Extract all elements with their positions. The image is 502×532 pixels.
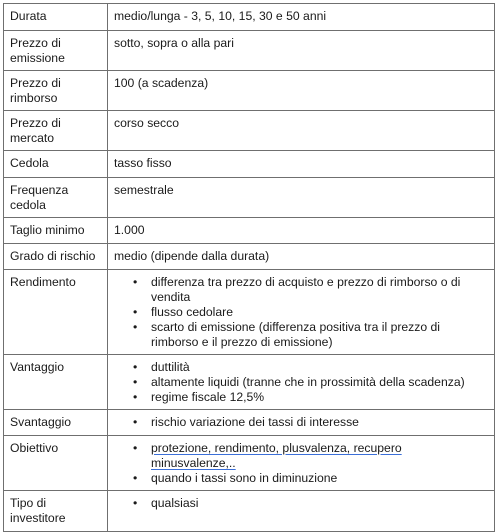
bullet-icon: • [133,375,138,389]
row-label-grado-rischio: Grado di rischio [4,244,108,270]
bullet-list [114,415,488,430]
row-label-durata: Durata [4,4,108,31]
row-value-prezzo-emissione: sotto, sopra o alla pari [108,31,495,71]
list-item: • quando i tassi sono in diminuzione [133,471,338,485]
bullet-icon: • [133,305,138,319]
table-row [4,111,495,151]
row-value-taglio-minimo: 1.000 [108,218,495,244]
table-row [4,244,495,270]
row-value-svantaggio [108,410,495,436]
bullet-list [114,441,488,486]
list-item: • flusso cedolare [133,305,233,319]
table-row [4,218,495,244]
list-item: • scarto di emissione (differenza positiva tra il prezzo di rimborso e il prezzo di emissione) [133,320,441,349]
list-item: • regime fiscale 12,5% [133,390,265,404]
row-value-cedola: tasso fisso [108,151,495,178]
row-label-taglio-minimo: Taglio minimo [4,218,108,244]
bullet-icon: • [133,441,138,455]
table-row [4,491,495,532]
table-row [4,178,495,218]
row-label-vantaggio: Vantaggio [4,355,108,410]
row-label-rendimento: Rendimento [4,270,108,355]
bond-characteristics-table [3,3,495,532]
list-item: • protezione, rendimento, plusvalenza, recupero minusvalenze,.. [133,441,402,470]
row-value-tipo-investitore [108,491,495,532]
list-item: • qualsiasi [133,496,199,510]
table-row [4,270,495,355]
row-label-frequenza-cedola: Frequenza cedola [4,178,108,218]
row-value-rendimento [108,270,495,355]
table-row [4,151,495,178]
bullet-list [114,360,488,405]
row-label-prezzo-rimborso: Prezzo di rimborso [4,71,108,111]
table-row [4,355,495,410]
row-label-obiettivo: Obiettivo [4,436,108,491]
list-item: • altamente liquidi (tranne che in prossimità della scadenza) [133,375,465,389]
bullet-icon: • [133,415,138,429]
row-label-prezzo-mercato: Prezzo di mercato [4,111,108,151]
row-value-durata: medio/lunga - 3, 5, 10, 15, 30 e 50 anni [108,4,495,31]
bullet-list [114,275,488,350]
list-item: • differenza tra prezzo di acquisto e prezzo di rimborso o di vendita [133,275,461,304]
bullet-icon: • [133,360,138,374]
row-value-prezzo-rimborso: 100 (a scadenza) [108,71,495,111]
list-item: • rischio variazione dei tassi di interesse [133,415,359,429]
row-label-tipo-investitore: Tipo di investitore [4,491,108,532]
table-row [4,410,495,436]
table-row [4,31,495,71]
row-value-grado-rischio: medio (dipende dalla durata) [108,244,495,270]
bullet-icon: • [133,471,138,485]
row-value-prezzo-mercato: corso secco [108,111,495,151]
table-row [4,436,495,491]
bullet-icon: • [133,275,138,289]
bullet-icon: • [133,320,138,334]
row-label-cedola: Cedola [4,151,108,178]
bullet-list [114,496,488,511]
row-value-frequenza-cedola: semestrale [108,178,495,218]
row-value-vantaggio [108,355,495,410]
row-label-svantaggio: Svantaggio [4,410,108,436]
bullet-icon: • [133,390,138,404]
table-row [4,4,495,31]
row-value-obiettivo [108,436,495,491]
row-label-prezzo-emissione: Prezzo di emissione [4,31,108,71]
list-item: • duttilità [133,360,190,374]
bullet-icon: • [133,496,138,510]
table-row [4,71,495,111]
